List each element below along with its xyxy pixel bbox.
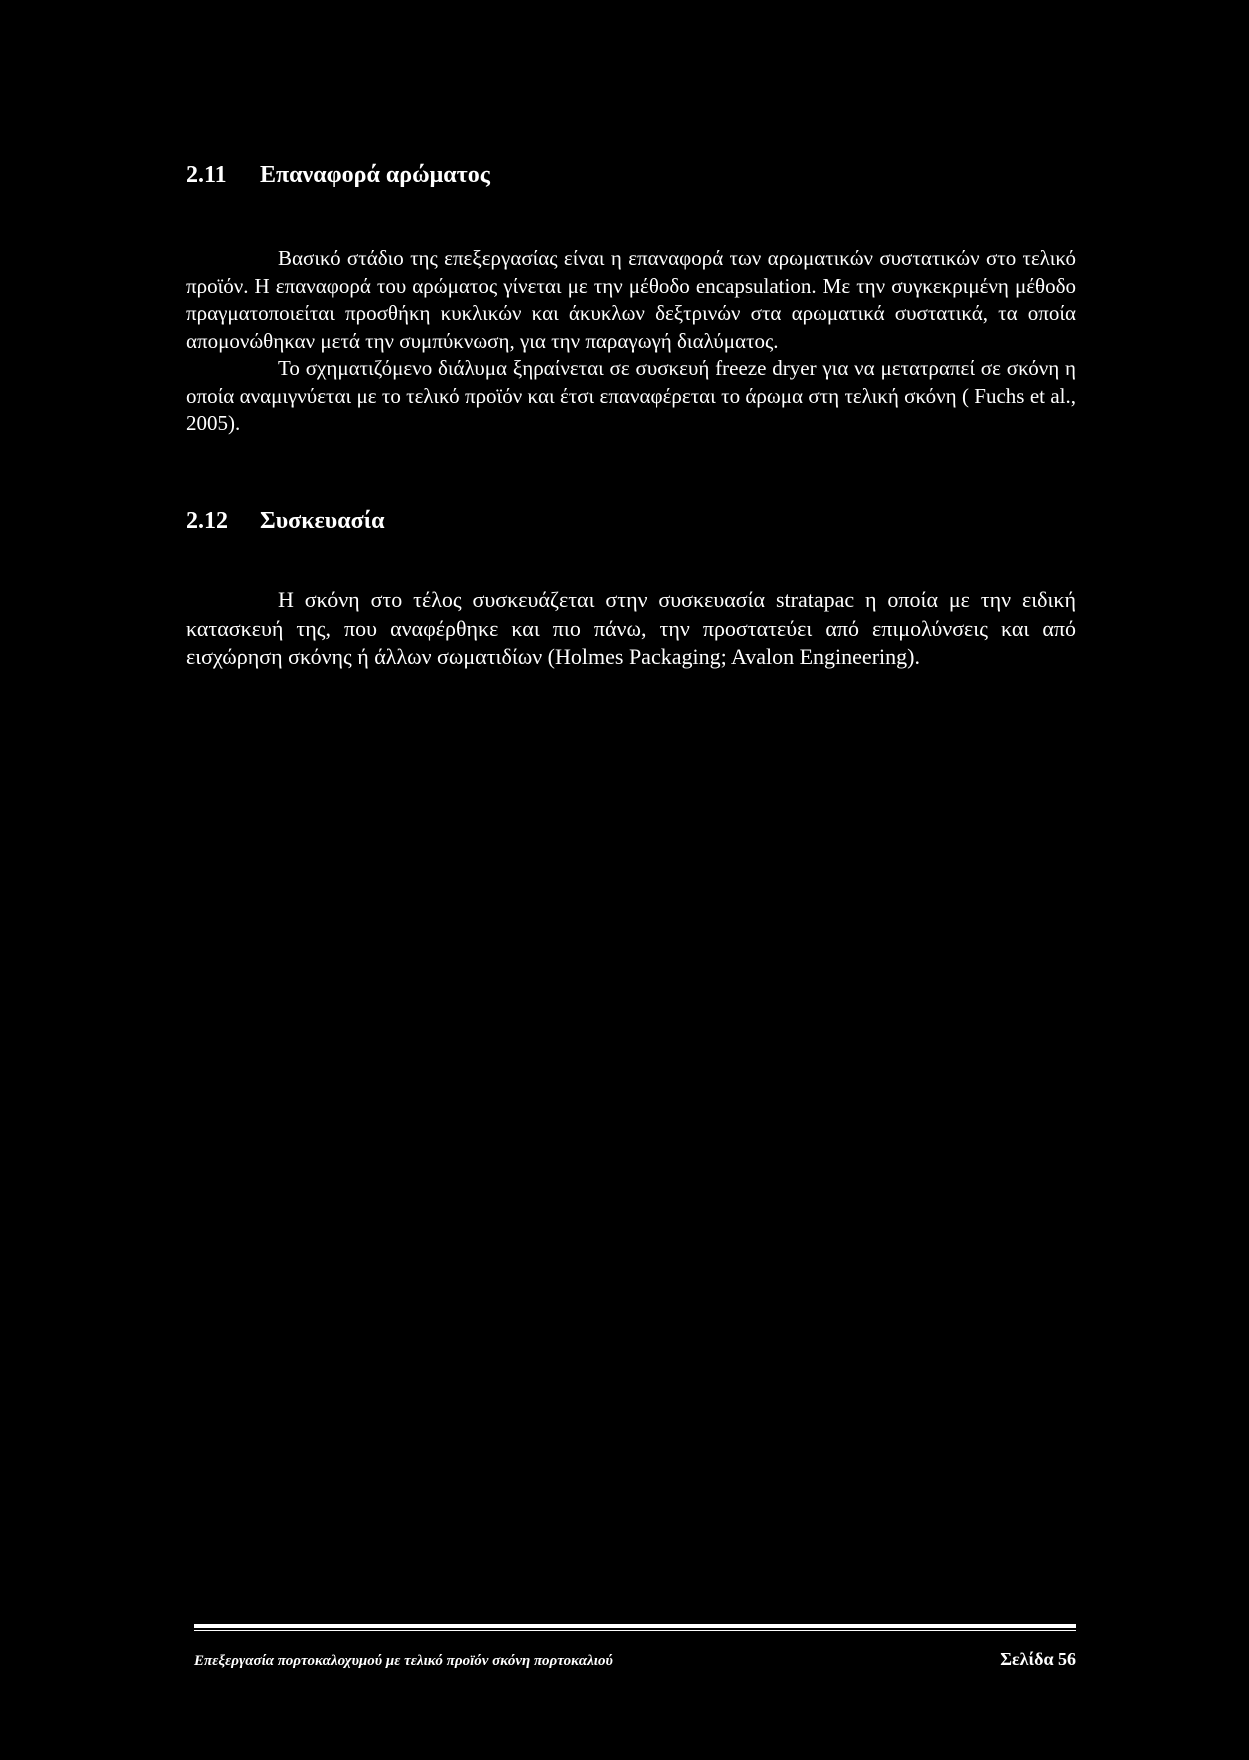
section-packaging	[186, 506, 1076, 672]
footer-title: Επεξεργασία πορτοκαλοχυμού με τελικό προϊόν σκόνη πορτοκαλιού	[194, 1653, 613, 1669]
section-body	[186, 586, 1076, 672]
section-number: 2.11	[186, 162, 227, 188]
paragraph: Η σκόνη στο τέλος συσκευάζεται στην συσκευασία stratapac η οποία με την ειδική κατασκευή της, που αναφέρθηκε και πιο πάνω, την προστατεύει από επιμολύνσεις και από εισχώρηση σκόνης ή άλλων σωματιδίων (Holmes Packaging; Avalon Engineering).	[186, 587, 1076, 669]
footer-divider	[194, 1624, 1076, 1628]
paragraph: Το σχηματιζόμενο διάλυμα ξηραίνεται σε συσκευή freeze dryer για να μετατραπεί σε σκόνη η οποία αναμιγνύεται με το τελικό προϊόν και έτσι επαναφέρεται το άρωμα στη τελική σκόνη ( Fuchs et al., 2005).	[186, 356, 1076, 435]
page-footer	[194, 1624, 1076, 1670]
section-aroma-recovery	[186, 160, 1076, 438]
section-body	[186, 245, 1076, 438]
paragraph: Βασικό στάδιο της επεξεργασίας είναι η επαναφορά των αρωματικών συστατικών στο τελικό προϊόν. Η επαναφορά του αρώματος γίνεται με την μέθοδο encapsulation. Με την συγκεκριμένη μέθοδο πραγματοποιείται προσθήκη κυκλικών και άκυκλων δεξτρινών στα αρωματικά συστατικά, τα οποία απομονώθηκαν μετά την συμπύκνωση, για την παραγωγή διαλύματος.	[186, 246, 1076, 353]
section-heading	[186, 160, 1076, 190]
footer-divider-thin	[194, 1630, 1076, 1631]
footer-row	[194, 1649, 1076, 1670]
section-title: Συσκευασία	[260, 508, 385, 534]
section-number: 2.12	[186, 508, 228, 534]
section-title: Επαναφορά αρώματος	[260, 162, 490, 188]
page-number: Σελίδα 56	[1000, 1649, 1076, 1669]
section-heading	[186, 506, 1076, 536]
